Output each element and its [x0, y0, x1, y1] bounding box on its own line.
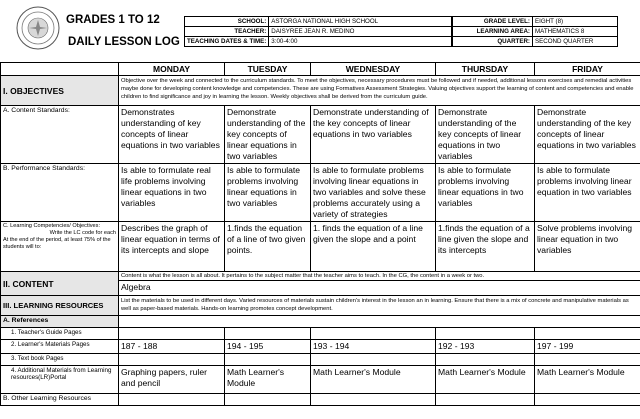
competencies-label [1, 222, 119, 272]
quarter-label: QUARTER: [453, 37, 533, 47]
competency-wednesday: 1. finds the equation of a line given the slope and a point [311, 222, 436, 272]
corner-cell [1, 63, 119, 76]
objectives-label: I. OBJECTIVES [1, 76, 119, 106]
competency-friday: Solve problems involving linear equation in two variables [535, 222, 640, 272]
additional-materials-label: 4. Additional Materials from Learning resources(LR)Portal [1, 366, 119, 394]
textbook-pages-label: 3. Text book Pages [1, 354, 119, 366]
content-note: Content is what the lesson is all about. It pertains to the subject matter that the teacher aims to teach. In the CG, the content in a week or two. [119, 272, 640, 281]
content-label: II. CONTENT [1, 272, 119, 296]
teacher-label: TEACHER: [185, 27, 269, 37]
performance-standard-friday: Is able to formulate problems involving linear equation in two variables [535, 164, 640, 222]
additional-materials-friday: Math Learner's Module [535, 366, 640, 394]
references-label: A. References [1, 316, 119, 328]
performance-standard-monday: Is able to formulate real life problems involving linear equations in two variables [119, 164, 225, 222]
performance-standards-label: B. Performance Standards: [1, 164, 119, 222]
textbook-pages-friday [535, 354, 640, 366]
title-daily-lesson-log: DAILY LESSON LOG [68, 36, 180, 48]
tg-pages-tuesday [225, 328, 311, 340]
other-resources-monday [119, 394, 225, 406]
lm-pages-tuesday: 194 - 195 [225, 340, 311, 354]
performance-standards-row [1, 164, 640, 222]
content-row [1, 272, 640, 296]
lm-pages-thursday: 192 - 193 [436, 340, 535, 354]
additional-materials-row [1, 366, 640, 394]
content-standard-wednesday: Demonstrate understanding of the key concepts of linear equations in two variables [311, 106, 436, 164]
resources-text: List the materials to be used in different days. Varied resources of materials sustain children's interest in the lesson an in learning. Ensure that there is a mix of concrete and manipulative materials as well as paper-based materials. Hands-on learning promotes concept development. [119, 296, 640, 316]
school-value: ASTORGA NATIONAL HIGH SCHOOL [269, 17, 452, 27]
competency-monday: Describes the graph of linear equation in terms of its intercepts and slope [119, 222, 225, 272]
lesson-log-table [0, 62, 640, 406]
other-resources-wednesday [311, 394, 436, 406]
competencies-label-code: Write the LC code for each [49, 230, 116, 236]
deped-seal-icon [16, 6, 60, 50]
content-standard-monday: Demonstrates understanding of key concepts of linear equations in two variables [119, 106, 225, 164]
lesson-log-header [0, 0, 640, 60]
day-friday: FRIDAY [535, 63, 640, 76]
time-value: 3:00-4:00 [269, 37, 452, 47]
tg-pages-wednesday [311, 328, 436, 340]
grade-label: GRADE LEVEL: [453, 17, 533, 27]
references-fill [119, 316, 640, 328]
additional-materials-wednesday: Math Learner's Module [311, 366, 436, 394]
school-label: SCHOOL: [185, 17, 269, 27]
lm-pages-friday: 197 - 199 [535, 340, 640, 354]
additional-materials-thursday: Math Learner's Module [436, 366, 535, 394]
day-thursday: THURSDAY [436, 63, 535, 76]
objectives-row [1, 76, 640, 106]
lm-pages-row [1, 340, 640, 354]
textbook-pages-thursday [436, 354, 535, 366]
day-wednesday: WEDNESDAY [311, 63, 436, 76]
textbook-pages-wednesday [311, 354, 436, 366]
grade-value: EIGHT (8) [533, 17, 618, 27]
content-value: Algebra [121, 282, 151, 292]
other-resources-thursday [436, 394, 535, 406]
day-monday: MONDAY [119, 63, 225, 76]
performance-standard-wednesday: Is able to formulate problems involving linear equations in two variables and solve these problems accurately using a variety of strategies [311, 164, 436, 222]
time-label: TEACHING DATES & TIME: [185, 37, 269, 47]
lm-pages-wednesday: 193 - 194 [311, 340, 436, 354]
lm-pages-label: 2. Learner's Materials Pages [1, 340, 119, 354]
content-standards-label: A. Content Standards: [1, 106, 119, 164]
day-tuesday: TUESDAY [225, 63, 311, 76]
performance-standard-tuesday: Is able to formulate problems involving linear equations in two variables [225, 164, 311, 222]
tg-pages-friday [535, 328, 640, 340]
title-grades: GRADES 1 TO 12 [66, 14, 160, 26]
competency-tuesday: 1.finds the equation of a line of two given points. [225, 222, 311, 272]
other-resources-friday [535, 394, 640, 406]
competencies-label-main: C. Learning Competencies/ Objectives: [3, 223, 101, 229]
content-standards-row [1, 106, 640, 164]
additional-materials-monday: Graphing papers, ruler and pencil [119, 366, 225, 394]
area-label: LEARNING AREA: [453, 27, 533, 37]
other-resources-tuesday [225, 394, 311, 406]
grade-info-table [452, 16, 618, 47]
textbook-pages-row [1, 354, 640, 366]
lm-pages-monday: 187 - 188 [119, 340, 225, 354]
resources-row [1, 296, 640, 316]
tg-pages-label: 1. Teacher's Guide Pages [1, 328, 119, 340]
references-row [1, 316, 640, 328]
additional-materials-tuesday: Math Learner's Module [225, 366, 311, 394]
area-value: MATHEMATICS 8 [533, 27, 618, 37]
teacher-value: DAISYREE JEAN R. MEDINO [269, 27, 452, 37]
tg-pages-row [1, 328, 640, 340]
objectives-text: Objective over the week and connected to the curriculum standards. To meet the objectives, necessary procedures must be followed and if needed, additional lessons exercises and remedial activities maybe done for developing content knowledge and competencies. These are using Formatives Assessment Strategies. Valuing objectives support the learning of content and competencies and enable children to find significance and joy in learning the lesson. Weekly objectives shall be derived from the curriculum guide. [119, 76, 640, 106]
other-resources-label: B. Other Learning Resources [1, 394, 119, 406]
content-standard-thursday: Demonstrate understanding of the key concepts of linear equations in two variables [436, 106, 535, 164]
content-standard-friday: Demonstrate understanding of the key concepts of linear equations in two variables [535, 106, 640, 164]
other-resources-row [1, 394, 640, 406]
competencies-row [1, 222, 640, 272]
textbook-pages-monday [119, 354, 225, 366]
textbook-pages-tuesday [225, 354, 311, 366]
competencies-label-note: At the end of the period, at least 75% of the students will to: [3, 237, 111, 250]
school-info-table [184, 16, 452, 47]
days-row [1, 63, 640, 76]
quarter-value: SECOND QUARTER [533, 37, 618, 47]
resources-label: III. LEARNING RESOURCES [1, 296, 119, 316]
content-standard-tuesday: Demonstrate understanding of the key concepts of linear equations in two variables [225, 106, 311, 164]
tg-pages-thursday [436, 328, 535, 340]
competency-thursday: 1.finds the equation of a line given the slope and its intercepts [436, 222, 535, 272]
performance-standard-thursday: Is able to formulate problems involving linear equations in two variables [436, 164, 535, 222]
content-cell [119, 272, 640, 296]
tg-pages-monday [119, 328, 225, 340]
